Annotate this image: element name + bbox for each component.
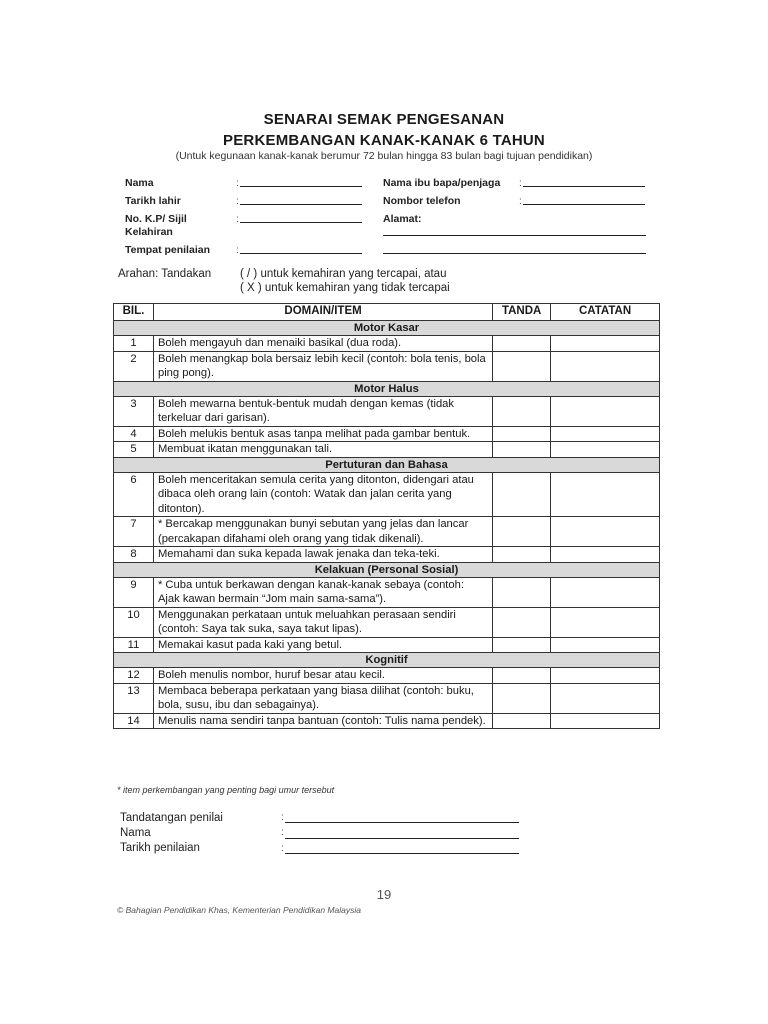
alamat-field-line2[interactable] — [383, 253, 646, 254]
tanda-cell[interactable] — [493, 472, 551, 517]
copyright-text: © Bahagian Pendidikan Khas, Kementerian Pendidikan Malaysia — [117, 905, 361, 915]
label-telefon: Nombor telefon — [383, 195, 461, 207]
section-title: Kognitif — [114, 653, 660, 668]
tanda-cell[interactable] — [493, 668, 551, 684]
catatan-cell[interactable] — [551, 472, 660, 517]
catatan-cell[interactable] — [551, 577, 660, 607]
section-row — [114, 653, 660, 668]
item-text: * Bercakap menggunakan bunyi sebutan yang jelas dan lancar (percakapan difahami oleh orang yang tidak dikenali). — [153, 517, 492, 547]
tanda-cell[interactable] — [493, 713, 551, 729]
table-row — [114, 713, 660, 729]
table-row — [114, 472, 660, 517]
section-row — [114, 321, 660, 336]
item-text: Membuat ikatan menggunakan tali. — [153, 442, 492, 458]
tanda-cell[interactable] — [493, 351, 551, 381]
item-text: Boleh menceritakan semula cerita yang ditonton, didengari atau dibaca oleh orang lain (contoh: Watak dan jalan cerita yang ditonton). — [153, 472, 492, 517]
telefon-field[interactable] — [523, 204, 645, 205]
item-text: Membaca beberapa perkataan yang biasa dilihat (contoh: buku, bola, susu, ibu dan sebagainya). — [153, 683, 492, 713]
alamat-field-line1[interactable] — [383, 235, 646, 236]
catatan-cell[interactable] — [551, 547, 660, 563]
item-text: Boleh melukis bentuk asas tanpa melihat pada gambar bentuk. — [153, 426, 492, 442]
label-kp: No. K.P/ Sijil — [125, 213, 187, 225]
item-text: * Cuba untuk berkawan dengan kanak-kanak sebaya (contoh: Ajak kawan bermain “Jom main sama-sama”). — [153, 577, 492, 607]
section-title: Motor Kasar — [114, 321, 660, 336]
item-number: 11 — [114, 637, 154, 653]
catatan-cell[interactable] — [551, 517, 660, 547]
arahan-label: Arahan: Tandakan — [118, 268, 212, 280]
item-number: 14 — [114, 713, 154, 729]
catatan-cell[interactable] — [551, 336, 660, 352]
header-domain: DOMAIN/ITEM — [153, 304, 492, 321]
table-row — [114, 442, 660, 458]
label-nama-penilai: Nama — [120, 827, 151, 839]
item-number: 4 — [114, 426, 154, 442]
item-text: Boleh menangkap bola bersaiz lebih kecil (contoh: bola tenis, bola ping pong). — [153, 351, 492, 381]
item-text: Menggunakan perkataan untuk meluahkan perasaan sendiri (contoh: Saya tak suka, saya takut lipas). — [153, 607, 492, 637]
section-row — [114, 562, 660, 577]
colon: : — [236, 178, 239, 189]
header-catatan: CATATAN — [551, 304, 660, 321]
tanda-cell[interactable] — [493, 547, 551, 563]
tandatangan-field[interactable] — [285, 822, 519, 823]
tanda-cell[interactable] — [493, 607, 551, 637]
kp-field[interactable] — [240, 222, 362, 223]
item-text: Boleh mewarna bentuk-bentuk mudah dengan kemas (tidak terkeluar dari garisan). — [153, 396, 492, 426]
label-tarikh-lahir: Tarikh lahir — [125, 195, 181, 207]
arahan-line1: ( / ) untuk kemahiran yang tercapai, atau — [240, 268, 447, 280]
item-number: 9 — [114, 577, 154, 607]
table-row — [114, 637, 660, 653]
label-alamat: Alamat: — [383, 213, 422, 225]
tanda-cell[interactable] — [493, 426, 551, 442]
nama-penilai-field[interactable] — [285, 838, 519, 839]
table-row — [114, 577, 660, 607]
page-description: (Untuk kegunaan kanak-kanak berumur 72 bulan hingga 83 bulan bagi tujuan pendidikan) — [175, 150, 593, 162]
tempat-field[interactable] — [240, 253, 362, 254]
header-tanda: TANDA — [493, 304, 551, 321]
item-text: Boleh mengayuh dan menaiki basikal (dua roda). — [153, 336, 492, 352]
item-text: Boleh menulis nombor, huruf besar atau kecil. — [153, 668, 492, 684]
catatan-cell[interactable] — [551, 637, 660, 653]
table-row — [114, 336, 660, 352]
table-row — [114, 607, 660, 637]
item-text: Memahami dan suka kepada lawak jenaka dan teka-teki. — [153, 547, 492, 563]
section-row — [114, 457, 660, 472]
table-row — [114, 517, 660, 547]
page-subtitle: PERKEMBANGAN KANAK-KANAK 6 TAHUN — [223, 132, 545, 149]
table-header-row — [114, 304, 660, 321]
table-row — [114, 547, 660, 563]
colon: : — [519, 178, 522, 189]
item-number: 1 — [114, 336, 154, 352]
item-number: 7 — [114, 517, 154, 547]
item-number: 8 — [114, 547, 154, 563]
table-row — [114, 426, 660, 442]
catatan-cell[interactable] — [551, 351, 660, 381]
tanda-cell[interactable] — [493, 637, 551, 653]
label-kelahiran: Kelahiran — [125, 226, 173, 238]
section-title: Pertuturan dan Bahasa — [114, 457, 660, 472]
item-number: 13 — [114, 683, 154, 713]
catatan-cell[interactable] — [551, 668, 660, 684]
item-number: 6 — [114, 472, 154, 517]
item-text: Memakai kasut pada kaki yang betul. — [153, 637, 492, 653]
catatan-cell[interactable] — [551, 607, 660, 637]
page-number: 19 — [376, 887, 392, 902]
section-title: Motor Halus — [114, 381, 660, 396]
item-number: 5 — [114, 442, 154, 458]
item-number: 12 — [114, 668, 154, 684]
colon: : — [236, 214, 239, 225]
item-number: 3 — [114, 396, 154, 426]
tanda-cell[interactable] — [493, 442, 551, 458]
label-tandatangan: Tandatangan penilai — [120, 812, 223, 824]
table-row — [114, 396, 660, 426]
page-title: SENARAI SEMAK PENGESANAN — [263, 111, 505, 128]
catatan-cell[interactable] — [551, 442, 660, 458]
colon: : — [236, 196, 239, 207]
catatan-cell[interactable] — [551, 426, 660, 442]
section-title: Kelakuan (Personal Sosial) — [114, 562, 660, 577]
item-number: 10 — [114, 607, 154, 637]
catatan-cell[interactable] — [551, 396, 660, 426]
colon: : — [281, 827, 284, 838]
label-nama: Nama — [125, 177, 154, 189]
arahan-line2: ( X ) untuk kemahiran yang tidak tercapai — [240, 282, 450, 294]
colon: : — [281, 843, 284, 854]
label-ibu-bapa: Nama ibu bapa/penjaga — [383, 177, 501, 189]
checklist-table — [113, 303, 660, 729]
label-tempat: Tempat penilaian — [125, 244, 210, 256]
catatan-cell[interactable] — [551, 683, 660, 713]
section-row — [114, 381, 660, 396]
tanda-cell[interactable] — [493, 336, 551, 352]
label-tarikh-penilaian: Tarikh penilaian — [120, 842, 200, 854]
table-row — [114, 668, 660, 684]
tanda-cell[interactable] — [493, 396, 551, 426]
item-number: 2 — [114, 351, 154, 381]
tanda-cell[interactable] — [493, 517, 551, 547]
tanda-cell[interactable] — [493, 577, 551, 607]
item-text: Menulis nama sendiri tanpa bantuan (contoh: Tulis nama pendek). — [153, 713, 492, 729]
colon: : — [281, 812, 284, 823]
header-bil: BIL. — [114, 304, 154, 321]
nama-field[interactable] — [240, 186, 362, 187]
catatan-cell[interactable] — [551, 713, 660, 729]
ibu-bapa-field[interactable] — [523, 186, 645, 187]
tanda-cell[interactable] — [493, 683, 551, 713]
table-row — [114, 351, 660, 381]
colon: : — [519, 196, 522, 207]
colon: : — [236, 245, 239, 256]
tarikh-lahir-field[interactable] — [240, 204, 362, 205]
footnote: * item perkembangan yang penting bagi umur tersebut — [117, 785, 335, 795]
tarikh-penilaian-field[interactable] — [285, 853, 519, 854]
table-row — [114, 683, 660, 713]
